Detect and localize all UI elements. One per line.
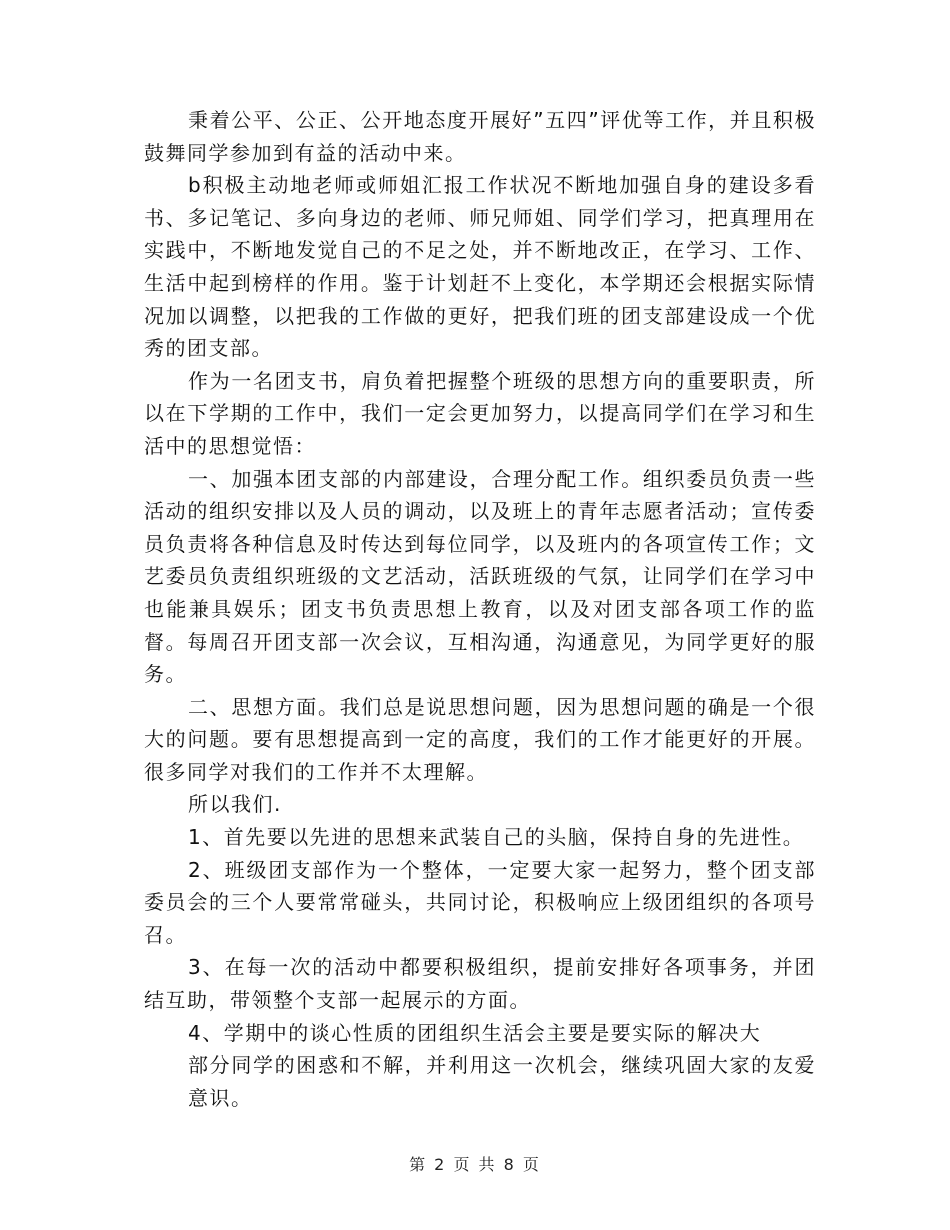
paragraph-6: 所以我们. [188,792,282,817]
page-number: 第 2 页 共 8 页 [409,1155,541,1174]
page-footer [0,1152,950,1175]
paragraph-3: 作为一名团支书，肩负着把握整个班级的思想方向的重要职责，所以在下学期的工作中，我们一定会更加努力，以提高同学们在学习和生活中的思想觉悟： [144,368,816,458]
paragraph-5: 二、思想方面。我们总是说思想问题，因为思想问题的确是一个很大的问题。要有思想提高到一定的高度，我们的工作才能更好的开展。很多同学对我们的工作并不太理解。 [144,694,816,784]
list-item-3: 3、在每一次的活动中都要积极组织，提前安排好各项事务，并团结互助，带领整个支部一起展示的方面。 [144,955,816,1013]
document-body [144,104,816,1114]
list-item-1: 1、首先要以先进的思想来武装自己的头脑，保持自身的先进性。 [188,825,805,850]
list-item-2: 2、班级团支部作为一个整体，一定要大家一起努力，整个团支部委员会的三个人要常常碰头，共同讨论，积极响应上级团组织的各项号召。 [144,857,816,947]
paragraph-4: 一、加强本团支部的内部建设，合理分配工作。组织委员负责一些活动的组织安排以及人员的调动，以及班上的青年志愿者活动；宣传委员负责将各种信息及时传达到每位同学，以及班内的各项宣传工作；文艺委员负责组织班级的文艺活动，活跃班级的气氛，让同学们在学习中也能兼具娱乐；团支书负责思想上教育，以及对团支部各项工作的监督。每周召开团支部一次会议，互相沟通，沟通意见，为同学更好的服务。 [144,466,816,687]
list-item-4-continued: 部分同学的困惑和不解，并利用这一次机会，继续巩固大家的友爱意识。 [188,1053,816,1110]
paragraph-2: b积极主动地老师或师姐汇报工作状况不断地加强自身的建设多看书、多记笔记、多向身边的老师、师兄师姐、同学们学习，把真理用在实践中，不断地发觉自己的不足之处，并不断地改正，在学习、工作、生活中起到榜样的作用。鉴于计划赶不上变化，本学期还会根据实际情况加以调整，以把我的工作做的更好，把我们班的团支部建设成一个优秀的团支部。 [144,173,816,361]
list-item-4: 4、学期中的谈心性质的团组织生活会主要是要实际的解决大 [188,1020,762,1045]
paragraph-1: 秉着公平、公正、公开地态度开展好”五四”评优等工作，并且积极鼓舞同学参加到有益的活动中来。 [144,108,816,165]
